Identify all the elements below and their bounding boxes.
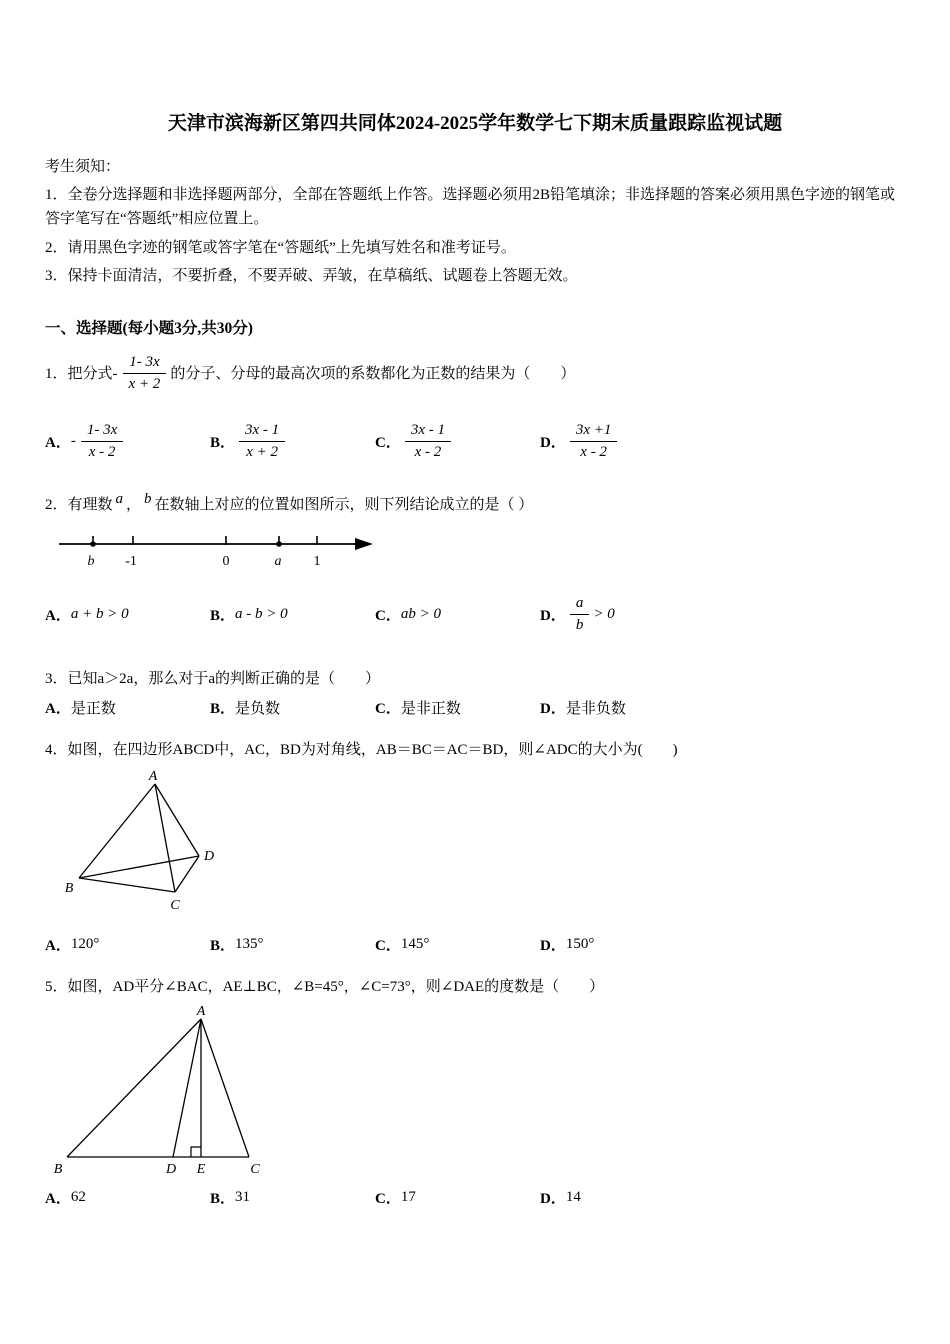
question-4 <box>45 738 905 955</box>
question-5-number: 5． <box>45 978 68 995</box>
question-2-stem <box>45 493 905 517</box>
question-5 <box>45 975 905 1208</box>
right-angle-mark <box>191 1147 201 1157</box>
question-3-number: 3． <box>45 670 68 687</box>
section-heading: 一、选择题(每小题3分,共30分) <box>45 320 253 338</box>
q5-label-A: A <box>196 1004 206 1019</box>
question-1 <box>45 354 905 461</box>
q4-option-a: A． 120° <box>45 935 100 954</box>
q1-fraction-sign: - <box>112 365 118 382</box>
point-a-dot <box>276 541 282 547</box>
q1-option-c: C． $\frac{3x - 1}{x - 2}$ <box>375 422 540 462</box>
q1-option-b: B． $\frac{3x - 1}{x + 2}$ <box>210 422 375 462</box>
q2-var-a: a <box>115 491 124 508</box>
question-5-text: 如图，AD平分∠BAC，AE⊥BC，∠B=45°，∠C=73°，则∠DAE的度数是（ ） <box>67 978 605 995</box>
q4-option-d: D． 150° <box>540 935 595 954</box>
q1-option-a: A． - $\frac{1- 3x}{x - 2}$ <box>45 422 210 462</box>
q5-option-b: B． 31 <box>210 1188 251 1207</box>
q2-number-line-figure <box>51 525 381 573</box>
question-1-pre: 把分式 <box>67 365 113 382</box>
axis-label-b: b <box>87 554 95 570</box>
question-5-stem <box>45 975 905 999</box>
q1-fraction: $\frac{1- 3x}{x + 2}$ <box>123 354 167 394</box>
question-5-options <box>45 1187 905 1208</box>
point-b-dot <box>90 541 96 547</box>
q2-option-d-fraction: $\frac{a}{b}$ <box>570 595 590 635</box>
number-line-arrowhead <box>355 538 373 550</box>
q2-option-a: A． a + b > 0 <box>45 606 129 625</box>
question-1-number: 1． <box>45 365 68 382</box>
question-4-number: 4． <box>45 741 68 758</box>
q1-option-d: D． $\frac{3x +1}{x - 2}$ <box>540 422 621 462</box>
q2-option-d: D． $\frac{a}{b}$ > 0 <box>540 595 615 634</box>
q5-triangle-figure <box>53 1005 323 1177</box>
question-3-text: 已知a＞2a，那么对于a的判断正确的是（ ） <box>67 670 380 687</box>
question-2-number: 2． <box>45 497 68 514</box>
question-4-options <box>45 934 905 955</box>
question-2-pre: 有理数 <box>67 497 113 514</box>
question-2-options <box>45 595 905 635</box>
q4-label-A: A <box>148 768 158 784</box>
q4-option-b: B． 135° <box>210 935 264 954</box>
q1-option-b-fraction: $\frac{3x - 1}{x + 2}$ <box>239 422 285 462</box>
question-4-text: 如图，在四边形ABCD中，AC，BD为对角线，AB＝BC＝AC＝BD，则∠ADC的大小为( ) <box>67 741 678 758</box>
q1-option-a-fraction: $\frac{1- 3x}{x - 2}$ <box>81 422 123 462</box>
q4-label-C: C <box>170 897 180 913</box>
q5-label-B: B <box>53 1161 63 1177</box>
question-1-stem <box>45 354 905 394</box>
q4-label-B: B <box>64 880 74 896</box>
q2-option-c: C． ab > 0 <box>375 606 441 625</box>
question-2 <box>45 493 905 635</box>
q4-label-D: D <box>203 848 215 864</box>
q5-option-d: D． 14 <box>540 1188 581 1207</box>
q2-comma: ， <box>126 497 142 514</box>
q5-option-a: A． 62 <box>45 1188 86 1207</box>
q1-option-c-fraction: $\frac{3x - 1}{x - 2}$ <box>405 422 451 462</box>
question-4-stem <box>45 738 905 762</box>
question-3-options <box>45 697 905 718</box>
notice-item-1: 1．全卷分选择题和非选择题两部分，全部在答题纸上作答。选择题必须用2B铅笔填涂；非选择题的答案必须用黑色字迹的钢笔或答字笔写在“答题纸”相应位置上。 <box>45 186 896 228</box>
axis-label-0: 0 <box>222 554 230 570</box>
q1-option-d-fraction: $\frac{3x +1}{x - 2}$ <box>570 422 618 462</box>
question-2-post: 在数轴上对应的位置如图所示，则下列结论成立的是（ ） <box>154 497 534 514</box>
question-1-options <box>45 422 905 462</box>
axis-label-a: a <box>274 554 282 570</box>
q4-option-c: C． 145° <box>375 935 430 954</box>
page-title: 天津市滨海新区第四共同体2024-2025学年数学七下期末质量跟踪监视试题 <box>167 113 783 134</box>
q3-option-d: D． 是非负数 <box>540 700 626 717</box>
q5-option-c: C． 17 <box>375 1188 416 1207</box>
q3-option-a: A． 是正数 <box>45 700 116 717</box>
axis-label-neg1: -1 <box>125 554 137 570</box>
q5-label-C: C <box>250 1161 260 1177</box>
question-3-stem <box>45 667 905 691</box>
q2-option-b: B． a - b > 0 <box>210 606 288 625</box>
notice-item-2: 2．请用黑色字迹的钢笔或答字笔在“答题纸”上先填写姓名和准考证号。 <box>45 239 516 256</box>
q5-label-D: D <box>165 1161 177 1177</box>
q3-option-b: B． 是负数 <box>210 700 281 717</box>
q3-option-c: C． 是非正数 <box>375 700 461 717</box>
axis-label-1: 1 <box>313 554 321 570</box>
question-1-post: 的分子、分母的最高次项的系数都化为正数的结果为（ ） <box>170 365 576 382</box>
q4-quadrilateral-figure <box>63 768 293 918</box>
q5-label-E: E <box>196 1161 206 1177</box>
notice-heading: 考生须知： <box>45 158 121 175</box>
notice-item-3: 3．保持卡面清洁，不要折叠，不要弄破、弄皱，在草稿纸、试题卷上答题无效。 <box>45 267 578 284</box>
question-3 <box>45 667 905 718</box>
notice-section <box>45 155 905 288</box>
q2-var-b: b <box>144 491 152 508</box>
